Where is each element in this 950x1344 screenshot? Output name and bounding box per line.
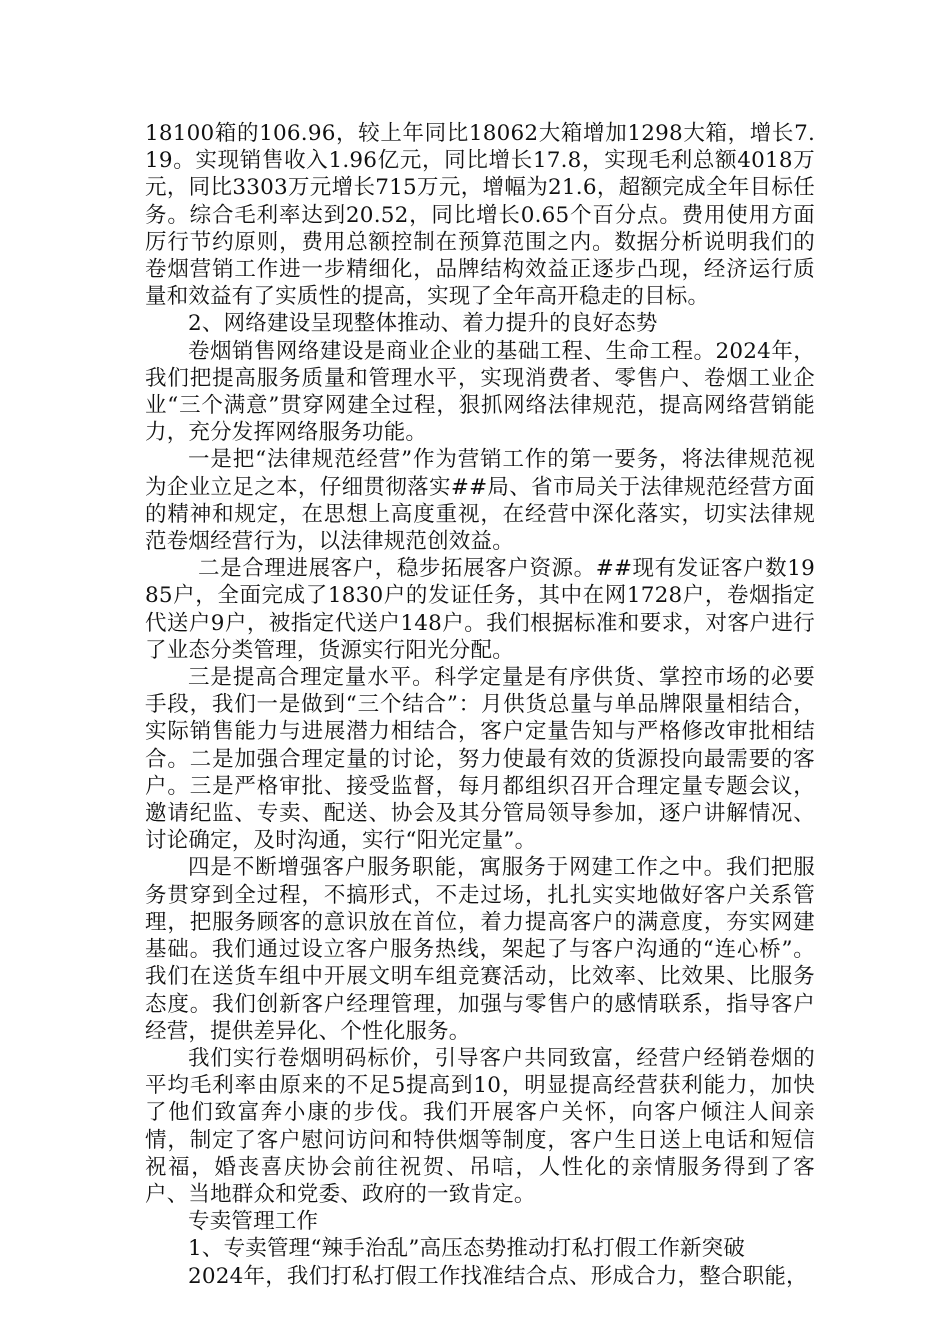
paragraph-sales-summary: 18100箱的106.96，较上年同比18062大箱增加1298大箱，增长7.19。实现销售收入1.96亿元，同比增长17.8，实现毛利总额4018万元，同比3303万元增长715万元，增幅为21.6，超额完成全年目标任务。综合毛利率达到20.52，同比增长0.65个百分点。费用使用方面厉行节约原则，费用总额控制在预算范围之内。数据分析说明我们的卷烟营销工作进一步精细化，品牌结构效益正逐步凸现，经济运行质量和效益有了实质性的提高，实现了全年高开稳走的目标。 (145, 121, 815, 310)
section-heading-monopoly: 专卖管理工作 (188, 1209, 319, 1235)
section-heading-network: 2、网络建设呈现整体推动、着力提升的良好态势 (188, 311, 658, 337)
paragraph-legal-compliance: 一是把“法律规范经营”作为营销工作的第一要务，将法律规范视为企业立足之本，仔细贯彻落实##局、省市局关于法律规范经营方面的精神和规定，在思想上高度重视，在经营中深化落实，切实法律规范卷烟经营行为，以法律规范创效益。 (145, 447, 815, 555)
paragraph-quota-management: 三是提高合理定量水平。科学定量是有序供货、掌控市场的必要手段，我们一是做到“三个结合”：月供货总量与单品牌限量相结合，实际销售能力与进展潜力相结合，客户定量告知与严格修改审批相结合。二是加强合理定量的讨论，努力使最有效的货源投向最需要的客户。三是严格审批、接受监督，每月都组织召开合理定量专题会议，邀请纪监、专卖、配送、协会及其分管局领导参加，逐户讲解情况、讨论确定，及时沟通，实行“阳光定量”。 (145, 665, 815, 854)
document-body (145, 120, 815, 1290)
paragraph-network-intro: 卷烟销售网络建设是商业企业的基础工程、生命工程。2024年，我们把提高服务质量和管理水平，实现消费者、零售户、卷烟工业企业“三个满意”贯穿网建全过程，狠抓网络法律规范，提高网络营销能力，充分发挥网络服务功能。 (145, 338, 815, 446)
paragraph-customer-development: 二是合理进展客户，稳步拓展客户资源。##现有发证客户数1985户，全面完成了1830户的发证任务，其中在网1728户，卷烟指定代送户9户，被指定代送户148户。我们根据标准和要求，对客户进行了业态分类管理，货源实行阳光分配。 (145, 556, 815, 663)
paragraph-enforcement-start: 2024年，我们打私打假工作找准结合点、形成合力，整合职能， (188, 1263, 808, 1289)
paragraph-customer-care: 我们实行卷烟明码标价，引导客户共同致富，经营户经销卷烟的平均毛利率由原来的不足5提高到10，明显提高经营获利能力，加快了他们致富奔小康的步伐。我们开展客户关怀，向客户倾注人间亲情，制定了客户慰问访问和特供烟等制度，客户生日送上电话和短信祝福，婚丧喜庆协会前往祝贺、吊唁，人性化的亲情服务得到了客户、当地群众和党委、政府的一致肯定。 (145, 1045, 815, 1207)
subsection-heading-enforcement: 1、专卖管理“辣手治乱”高压态势推动打私打假工作新突破 (188, 1236, 746, 1262)
paragraph-customer-service: 四是不断增强客户服务职能，寓服务于网建工作之中。我们把服务贯穿到全过程，不搞形式，不走过场，扎扎实实地做好客户关系管理，把服务顾客的意识放在首位，着力提高客户的满意度，夯实网建基础。我们通过设立客户服务热线，架起了与客户沟通的“连心桥”。我们在送货车组中开展文明车组竞赛活动，比效率、比效果、比服务态度。我们创新客户经理管理，加强与零售户的感情联系，指导客户经营，提供差异化、个性化服务。 (145, 855, 815, 1044)
